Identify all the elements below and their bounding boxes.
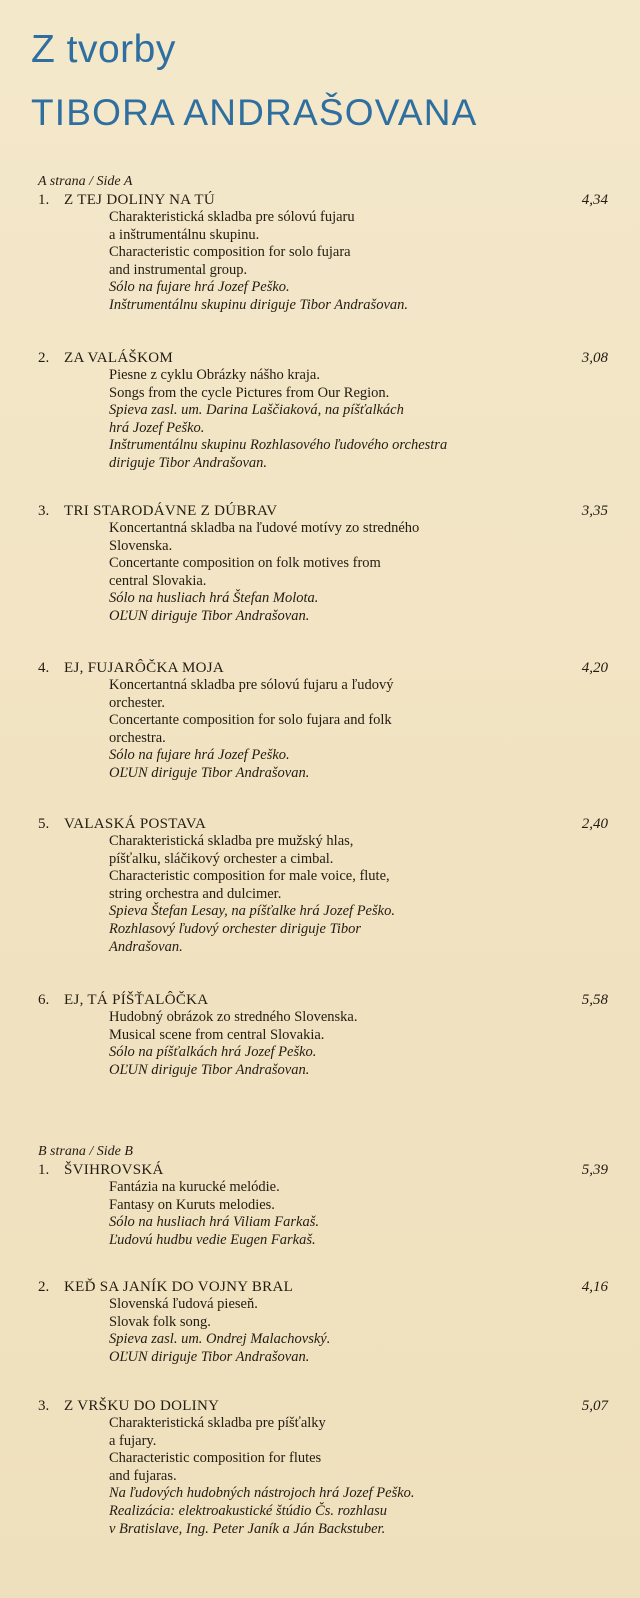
description-line: Musical scene from central Slovakia. bbox=[109, 1026, 325, 1043]
description-line: Fantázia na kurucké melódie. bbox=[109, 1179, 280, 1195]
description-line: Piesne z cyklu Obrázky nášho kraja. bbox=[109, 367, 320, 383]
track-entry bbox=[38, 1161, 608, 1249]
description-line: string orchestra and dulcimer. bbox=[109, 885, 282, 902]
description-line: Slovenska. bbox=[109, 537, 173, 554]
description-line: Concertante composition for solo fujara and folk bbox=[109, 712, 392, 729]
performer-credit-line: diriguje Tibor Andrašovan. bbox=[109, 454, 268, 471]
track-title: KEĎ SA JANÍK DO VOJNY BRAL bbox=[64, 1279, 294, 1295]
title-line-2: TIBORA ANDRAŠOVANA bbox=[31, 92, 478, 133]
track-title: VALASKÁ POSTAVA bbox=[64, 816, 207, 832]
track-header bbox=[38, 502, 608, 520]
track-title: ŠVIHROVSKÁ bbox=[64, 1162, 164, 1178]
track-description bbox=[38, 833, 608, 956]
description-line: Characteristic composition for solo fujara bbox=[109, 244, 351, 261]
track-description bbox=[38, 1179, 608, 1249]
track-header bbox=[38, 659, 608, 677]
description-line: Songs from the cycle Pictures from Our Region. bbox=[109, 384, 390, 401]
track-description bbox=[38, 520, 608, 626]
track-entry bbox=[38, 991, 608, 1079]
performer-credit-line: Sólo na píšťalkách hrá Jozef Peško. bbox=[109, 1044, 317, 1061]
track-header bbox=[38, 1161, 608, 1179]
performer-credit-line: Sólo na husliach hrá Viliam Farkaš. bbox=[109, 1214, 319, 1231]
track-description bbox=[38, 677, 608, 783]
track-number: 1. bbox=[38, 192, 50, 208]
track-entry bbox=[38, 815, 608, 956]
track-number: 2. bbox=[38, 1279, 50, 1295]
track-entry bbox=[38, 659, 608, 783]
track-title: EJ, FUJARÔČKA MOJA bbox=[64, 660, 225, 676]
track-duration: 3,35 bbox=[581, 503, 608, 519]
description-line: Slovak folk song. bbox=[109, 1313, 211, 1330]
description-line: orchester. bbox=[109, 694, 165, 711]
performer-credit-line: Sólo na fujare hrá Jozef Peško. bbox=[109, 279, 290, 296]
track-number: 1. bbox=[38, 1162, 50, 1178]
title-line-1: Z tvorby bbox=[31, 28, 176, 71]
track-description bbox=[38, 209, 608, 315]
track-description bbox=[38, 1296, 608, 1366]
track-number: 5. bbox=[38, 816, 50, 832]
description-line: Koncertantná skladba na ľudové motívy zo stredného bbox=[109, 520, 420, 536]
track-number: 3. bbox=[38, 503, 50, 519]
track-duration: 4,34 bbox=[581, 192, 608, 208]
track-entry bbox=[38, 502, 608, 626]
track-header bbox=[38, 349, 608, 367]
performer-credit-line: Spieva Štefan Lesay, na píšťalke hrá Jozef Peško. bbox=[109, 903, 395, 920]
track-duration: 5,39 bbox=[581, 1162, 608, 1178]
track-duration: 4,16 bbox=[581, 1279, 608, 1295]
description-line: a inštrumentálnu skupinu. bbox=[109, 226, 260, 243]
performer-credit-line: Na ľudových hudobných nástrojoch hrá Jozef Peško. bbox=[109, 1485, 415, 1502]
track-entry bbox=[38, 1397, 608, 1538]
description-line: Charakteristická skladba pre píšťalky bbox=[109, 1415, 326, 1431]
description-line: Charakteristická skladba pre sólovú fujaru bbox=[109, 209, 355, 225]
performer-credit-line: OĽUN diriguje Tibor Andrašovan. bbox=[109, 1061, 310, 1078]
performer-credit-line: OĽUN diriguje Tibor Andrašovan. bbox=[109, 607, 310, 624]
performer-credit-line: Rozhlasový ľudový orchester diriguje Tibor bbox=[109, 920, 362, 937]
performer-credit-line: Andrašovan. bbox=[109, 938, 183, 955]
track-title: Z TEJ DOLINY NA TÚ bbox=[64, 192, 215, 208]
track-description bbox=[38, 1415, 608, 1538]
description-line: Concertante composition on folk motives from bbox=[109, 555, 381, 572]
track-duration: 2,40 bbox=[581, 816, 608, 832]
description-line: and instrumental group. bbox=[109, 261, 248, 278]
track-entry bbox=[38, 1278, 608, 1366]
track-number: 6. bbox=[38, 992, 50, 1008]
track-title: EJ, TÁ PÍŠŤALÔČKA bbox=[64, 992, 209, 1008]
side-b-label: B strana / Side B bbox=[38, 1144, 133, 1159]
track-duration: 3,08 bbox=[581, 350, 608, 366]
track-entry bbox=[38, 349, 608, 473]
performer-credit-line: OĽUN diriguje Tibor Andrašovan. bbox=[109, 764, 310, 781]
track-duration: 5,07 bbox=[581, 1398, 608, 1414]
track-header bbox=[38, 191, 608, 209]
side-a-label: A strana / Side A bbox=[38, 174, 133, 189]
performer-credit-line: Inštrumentálnu skupinu Rozhlasového ľudového orchestra bbox=[109, 437, 448, 454]
performer-credit-line: Sólo na fujare hrá Jozef Peško. bbox=[109, 747, 290, 764]
track-entry bbox=[38, 191, 608, 315]
description-line: Koncertantná skladba pre sólovú fujaru a ľudový bbox=[109, 677, 394, 693]
track-title: Z VRŠKU DO DOLINY bbox=[64, 1398, 220, 1414]
track-duration: 4,20 bbox=[581, 660, 608, 676]
description-line: Characteristic composition for flutes bbox=[109, 1450, 322, 1467]
performer-credit-line: v Bratislave, Ing. Peter Janík a Ján Backstuber. bbox=[109, 1520, 386, 1537]
performer-credit-line: hrá Jozef Peško. bbox=[109, 419, 205, 436]
description-line: a fujary. bbox=[109, 1432, 157, 1449]
performer-credit-line: Inštrumentálnu skupinu diriguje Tibor Andrašovan. bbox=[109, 296, 409, 313]
track-title: TRI STARODÁVNE Z DÚBRAV bbox=[64, 503, 278, 519]
performer-credit-line: Spieva zasl. um. Darina Laščiaková, na píšťalkách bbox=[109, 402, 404, 419]
description-line: píšťalku, sláčikový orchester a cimbal. bbox=[109, 850, 334, 867]
description-line: Slovenská ľudová pieseň. bbox=[109, 1296, 258, 1312]
track-title: ZA VALÁŠKOM bbox=[64, 350, 174, 366]
performer-credit-line: Sólo na husliach hrá Štefan Molota. bbox=[109, 590, 319, 607]
track-header bbox=[38, 1397, 608, 1415]
description-line: central Slovakia. bbox=[109, 572, 207, 589]
track-number: 2. bbox=[38, 350, 50, 366]
performer-credit-line: Spieva zasl. um. Ondrej Malachovský. bbox=[109, 1331, 331, 1348]
performer-credit-line: Ľudovú hudbu vedie Eugen Farkaš. bbox=[109, 1231, 316, 1248]
track-number: 4. bbox=[38, 660, 50, 676]
description-line: and fujaras. bbox=[109, 1467, 177, 1484]
track-header bbox=[38, 1278, 608, 1296]
track-header bbox=[38, 815, 608, 833]
performer-credit-line: OĽUN diriguje Tibor Andrašovan. bbox=[109, 1348, 310, 1365]
description-line: Fantasy on Kuruts melodies. bbox=[109, 1196, 275, 1213]
description-line: orchestra. bbox=[109, 729, 166, 746]
track-description bbox=[38, 367, 608, 473]
track-description bbox=[38, 1009, 608, 1079]
track-number: 3. bbox=[38, 1398, 50, 1414]
description-line: Charakteristická skladba pre mužský hlas, bbox=[109, 833, 354, 849]
performer-credit-line: Realizácia: elektroakustické štúdio Čs. rozhlasu bbox=[109, 1502, 388, 1519]
track-duration: 5,58 bbox=[581, 992, 608, 1008]
track-header bbox=[38, 991, 608, 1009]
description-line: Characteristic composition for male voice, flute, bbox=[109, 868, 390, 885]
description-line: Hudobný obrázok zo stredného Slovenska. bbox=[109, 1009, 358, 1025]
